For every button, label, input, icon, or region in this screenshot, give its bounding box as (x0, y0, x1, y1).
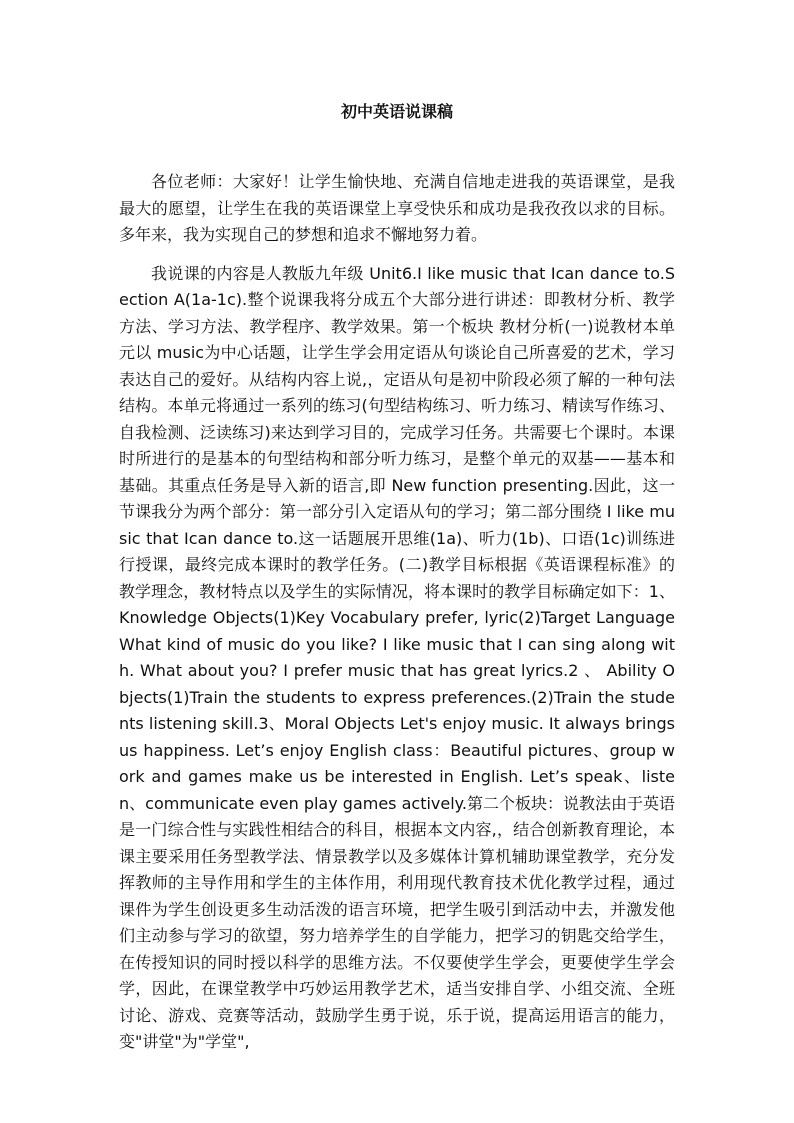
document-body (119, 169, 675, 1068)
paragraph-greeting: 各位老师：大家好！让学生愉快地、充满自信地走进我的英语课堂，是我最大的愿望，让学生在我的英语课堂上享受快乐和成功是我孜孜以求的目标。多年来，我为实现自己的梦想和追求不懈地努力着。 (119, 172, 675, 244)
page-title: 初中英语说课稿 (340, 102, 453, 121)
paragraph-lesson-content: 我说课的内容是人教版九年级 Unit6.I like music that Ican dance to.Section A(1a-1c).整个说课我将分成五个大部分进行讲述：即教材分析、教学方法、学习方法、教学程序、教学效果。第一个板块 教材分析(一)说教材本单元以 music为中心话题，让学生学会用定语从句谈论自己所喜爱的艺术，学习表达自己的爱好。从结构内容上说,，定语从句是初中阶段必须了解的一种句法结构。本单元将通过一系列的练习(句型结构练习、听力练习、精读写作练习、自我检测、泛读练习)来达到学习目的，完成学习任务。共需要七个课时。本课时所进行的是基本的句型结构和部分听力练习，是整个单元的双基——基本和基础。其重点任务是导入新的语言,即 New function presenting.因此，这一节课我分为两个部分：第一部分引入定语从句的学习；第二部分围绕 I like music that Ican dance to.这一话题展开思维(1a)、听力(1b)、口语(1c)训练进行授课，最终完成本课时的教学任务。(二)教学目标根据《英语课程标准》的教学理念，教材特点以及学生的实际情况，将本课时的教学目标确定如下：1、Knowledge Objects(1)Key Vocabulary prefer, lyric(2)Target Language What kind of music do you like? I like music that I can sing along with. What about you? I prefer music that has great lyrics.2 、 Ability Objects(1)Train the students to express preferences.(2)Train the students listening skill.3、Moral Objects Let's enjoy music. It always brings us happiness. Let’s enjoy English class：Beautiful pictures、group work and games make us be interested in English. Let’s speak、listen、communicate even play games actively.第二个板块：说教法由于英语是一门综合性与实践性相结合的科目，根据本文内容,，结合创新教育理论，本课主要采用任务型教学法、情景教学以及多媒体计算机辅助课堂教学，充分发挥教师的主导作用和学生的主体作用，利用现代教育技术优化教学过程，通过课件为学生创设更多生动活泼的语言环境，把学生吸引到活动中去，并激发他们主动参与学习的欲望，努力培养学生的自学能力，把学习的钥匙交给学生，在传授知识的同时授以科学的思维方法。不仅要使学生学会，更要使学生学会学，因此，在课堂教学中巧妙运用教学艺术，适当安排自学、小组交流、全班讨论、游戏、竞赛等活动，鼓励学生勇于说，乐于说，提高运用语言的能力，变"讲堂"为"学堂", (119, 263, 675, 1051)
